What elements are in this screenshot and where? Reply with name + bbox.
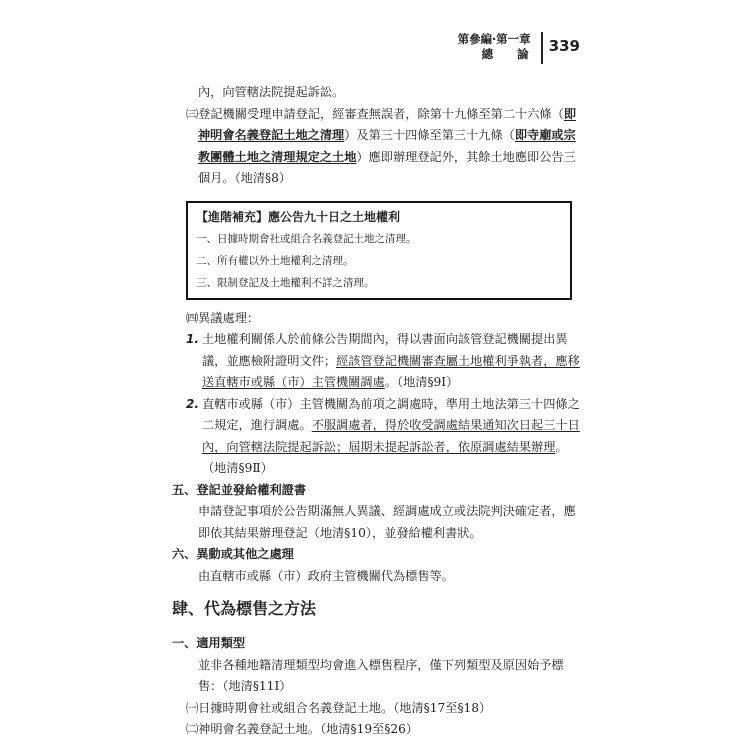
section-6-text: 由直轄市或縣（市）政府主管機關代為標售等。 (198, 568, 454, 583)
paragraph-continuation: 內，向管轄法院提起訴訟。 (198, 85, 345, 99)
running-header (458, 32, 580, 64)
box-item: 三、限制登記及土地權利不詳之清理。 (196, 276, 375, 289)
item-4-sub-2-underline: 不服調處者，得於收受調處結果通知次日起三十日內，向管轄法院提起訴訟；屆期未提起訴訟者，依原調處結果辦理 (202, 418, 580, 454)
section-1-item: ㈠日據時期會社或組合名義登記土地。（地清§17至§18） (186, 700, 492, 715)
header-divider (541, 32, 543, 64)
page-number: 339 (548, 37, 580, 55)
section-1-heading: 一、適用類型 (172, 636, 246, 650)
section-1-text: 並非各種地籍清理類型均會進入標售程序，僅下列類型及原因始予標售：（地清§11Ⅰ） (198, 657, 564, 693)
section-5-heading: 五、登記並發給權利證書 (172, 482, 307, 497)
item-4-sub-1 (172, 329, 580, 394)
box-title: 【進階補充】應公告九十日之土地權利 (196, 209, 401, 224)
item-3-underline-2: 即寺廟或宗教團體土地之清理規定之土地 (198, 128, 576, 164)
box-item: 一、日據時期會社或組合名義登記土地之清理。 (196, 232, 417, 245)
item-3-paragraph (172, 104, 580, 190)
item-4-sub-1-underline: 經該管登記機關審查屬土地權利爭執者，應移送直轄市或縣（市）主管機關調處 (202, 353, 580, 389)
item-4-sub-1-text-a: 土地權利關係人於前條公告期間內，得以書面向該管登記機關提出異議，並應檢附證明文件； (202, 332, 568, 368)
advanced-supplement-box (186, 201, 572, 300)
section-6-heading: 六、異動或其他之處理 (172, 547, 294, 561)
item-3-text-b: ）及第三十四條至第三十九條（ (344, 128, 515, 142)
item-4-label: ㈣異議處理： (186, 310, 260, 325)
item-4-sub-1-number: 1. (186, 332, 199, 346)
chapter-heading: 肆、代為標售之方法 (172, 599, 317, 618)
item-4-sub-2 (172, 394, 580, 480)
header-section-title (457, 32, 539, 62)
item-4-sub-2-text-a: 直轄市或縣（市）主管機關為前項之調處時，準用土地法第三十四條之二規定，進行調處。 (202, 396, 580, 432)
item-3-text-a: ㈢登記機關受理申請登記，經審查無誤者，除第十九條至第二十六條（ (186, 106, 564, 121)
section-5-text: 申請登記事項於公告期滿無人異議、經調處成立或法院判決確定者，應即依其結果辦理登記（地清§10），並發給權利書狀。 (198, 504, 576, 540)
header-chapter-title: 總 論 (481, 47, 539, 61)
section-1-item: ㈡神明會名義登記土地。（地清§19至§26） (186, 722, 419, 736)
header-part-chapter: 第參編‧第一章 (457, 32, 531, 46)
item-4-sub-1-text-b: 。（地清§9Ⅰ） (384, 375, 459, 389)
item-3-text-c: ）應即辦理登記外，其餘土地應即公告三個月。（地清§8） (198, 149, 576, 185)
item-3-underline-1: 即神明會名義登記土地之清理 (198, 106, 576, 142)
item-4-sub-2-number: 2. (186, 396, 199, 411)
item-4-sub-2-text-b: 。（地清§9Ⅱ） (202, 439, 568, 475)
page-body (172, 82, 580, 741)
box-item: 二、所有權以外土地權利之清理。 (196, 254, 354, 267)
